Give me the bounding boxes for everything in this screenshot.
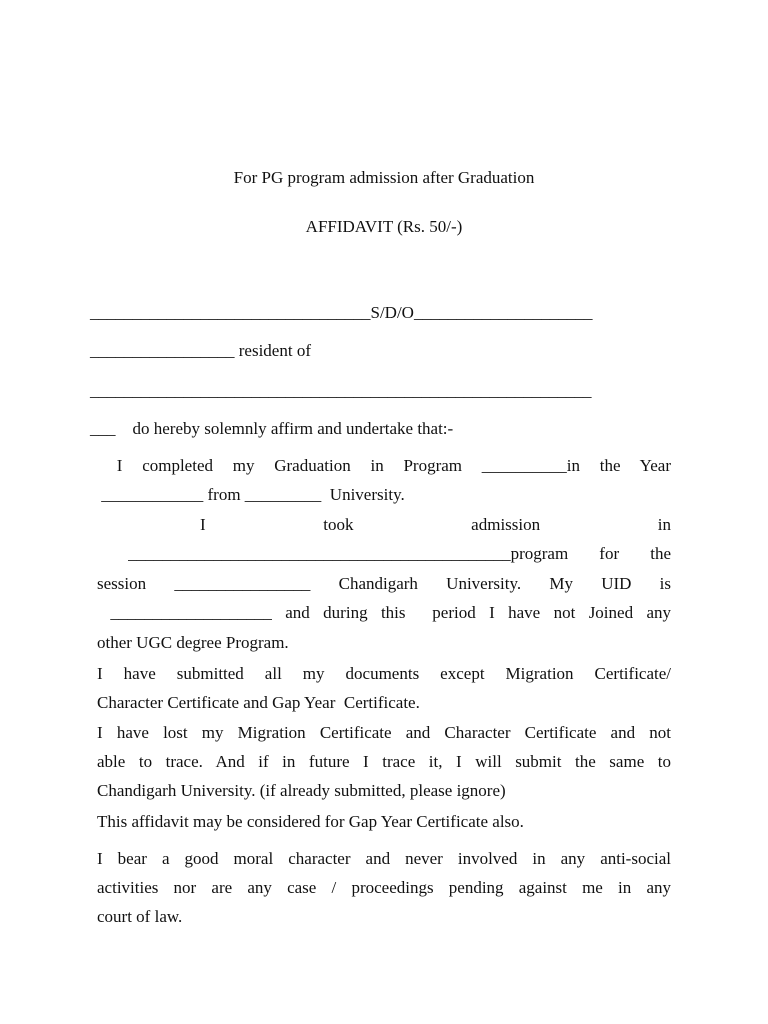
clause-lost-certificate-line3: Chandigarh University. (if already submitted, please ignore) xyxy=(97,781,506,800)
clause-admission-line1: I took admission in xyxy=(200,515,671,534)
clause-lost-certificate-line2: able to trace. And if in future I trace it, I will submit the same to xyxy=(97,752,671,771)
clause-admission-line4: ___________________ and during this period I have not Joined any xyxy=(97,603,671,622)
affirmation-intro: ___ do hereby solemnly affirm and undertake that:- xyxy=(90,419,454,438)
clause-graduation-line2: ____________ from _________ University. xyxy=(97,485,405,504)
clause-gap-year: This affidavit may be considered for Gap Year Certificate also. xyxy=(97,812,524,831)
clause-admission-line5: other UGC degree Program. xyxy=(97,633,289,652)
clause-character-line1: I bear a good moral character and never involved in any anti-social xyxy=(97,849,671,868)
declarant-address-blank: ___________________________________________________________ xyxy=(90,381,592,400)
clause-admission-line3: session ________________ Chandigarh University. My UID is xyxy=(97,574,671,593)
clause-documents-line2: Character Certificate and Gap Year Certificate. xyxy=(97,693,420,712)
clause-lost-certificate-line1: I have lost my Migration Certificate and Character Certificate and not xyxy=(97,723,671,742)
clause-documents-line1: I have submitted all my documents except Migration Certificate/ xyxy=(97,664,671,683)
document-subtitle: For PG program admission after Graduation xyxy=(233,168,535,187)
declarant-name-blank: _________________________________S/D/O_____________________ xyxy=(90,303,593,322)
clause-graduation-line1: I completed my Graduation in Program __________in the Year xyxy=(97,456,671,475)
clause-character-line2: activities nor are any case / proceedings pending against me in any xyxy=(97,878,671,897)
declarant-residence-blank: _________________ resident of xyxy=(90,341,311,360)
clause-admission-line2: _____________________________________________program for the xyxy=(97,544,671,563)
document-title: AFFIDAVIT (Rs. 50/-) xyxy=(305,217,463,236)
clause-character-line3: court of law. xyxy=(97,907,183,926)
